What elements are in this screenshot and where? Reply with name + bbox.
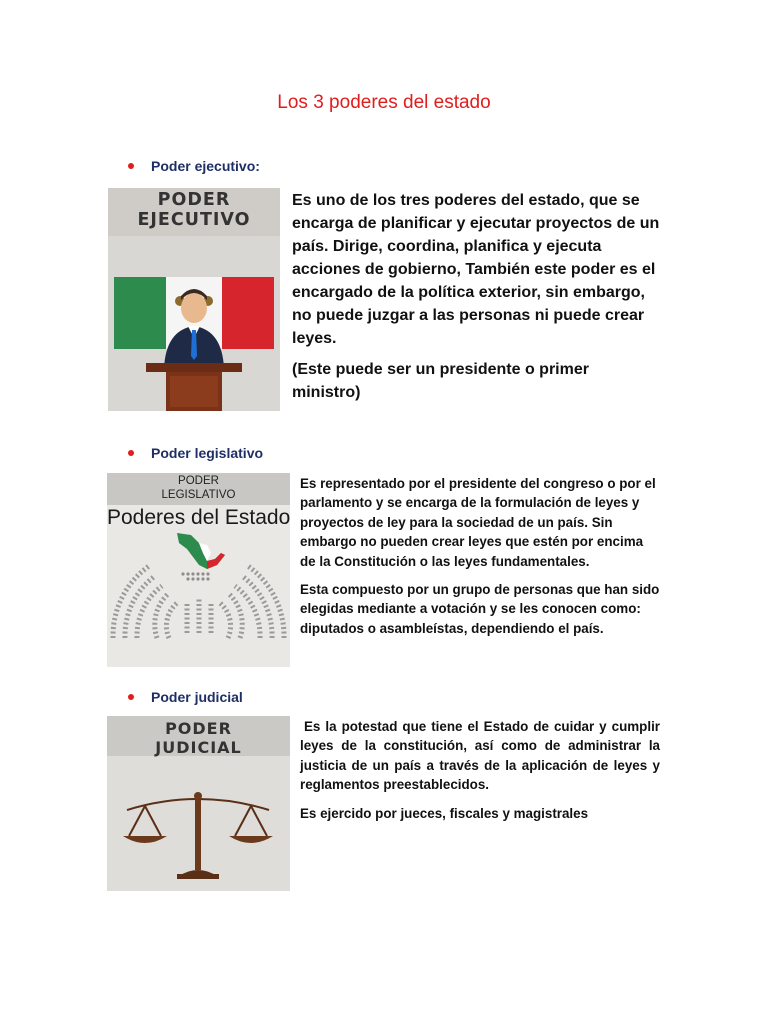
image-caption-judicial: JUDICIAL xyxy=(155,738,242,757)
judicial-text xyxy=(300,717,660,823)
heading-text: Poder judicial xyxy=(151,689,243,705)
heading-text: Poder legislativo xyxy=(151,445,264,461)
congress-hemicycle-icon xyxy=(107,473,290,667)
paragraph: Es uno de los tres poderes del estado, que se encarga de planificar y ejecutar proyectos de un país. Dirige, coordina, planifica y ejecuta acciones de gobierno, También este poder es el encargado de la política exterior, sin embargo, no puede juzgar a las personas ni puede crear leyes. xyxy=(292,192,660,347)
heading-text: Poder ejecutivo: xyxy=(151,158,260,174)
red-dot-bullet-icon xyxy=(128,694,134,700)
paragraph: Es representado por el presidente del congreso o por el parlamento y se encarga de la formulación de leyes y proyectos de ley para la sociedad de un país. Sin embargo no pueden crear leyes que estén por encima de la Constitución o las leyes fundamentales. xyxy=(300,476,656,569)
image-caption-poderes-del-estado: Poderes del Estado xyxy=(107,506,290,529)
scales-of-justice-icon xyxy=(107,716,290,891)
section-heading-legislativo xyxy=(128,445,263,461)
image-caption-poder: PODER xyxy=(157,190,231,210)
page-title: Los 3 poderes del estado xyxy=(277,92,491,113)
paragraph: Es la potestad que tiene el Estado de cuidar y cumplir leyes de la constitución, así como de administrar la justicia de un país a través de la aplicación de leyes y reglamentos preestablecidos. xyxy=(300,719,660,793)
president-at-podium-icon xyxy=(108,188,280,411)
red-dot-bullet-icon xyxy=(128,450,134,456)
paragraph: Es ejercido por jueces, fiscales y magistrales xyxy=(300,805,589,821)
image-caption-poder: PODER xyxy=(165,719,232,738)
paragraph: (Este puede ser un presidente o primer ministro) xyxy=(292,361,589,401)
image-caption-legislativo: LEGISLATIVO xyxy=(161,489,236,501)
legislativo-text xyxy=(300,474,660,638)
image-caption-ejecutivo: EJECUTIVO xyxy=(137,210,251,230)
ejecutivo-text xyxy=(292,189,660,404)
paragraph: Esta compuesto por un grupo de personas que han sido elegidas mediante a votación y se les conocen como: diputados o asambleístas, dependiendo el país. xyxy=(300,582,660,636)
section-heading-judicial xyxy=(128,689,243,705)
section-heading-ejecutivo xyxy=(128,158,260,174)
red-dot-bullet-icon xyxy=(128,163,134,169)
image-caption-poder: PODER xyxy=(178,475,219,487)
